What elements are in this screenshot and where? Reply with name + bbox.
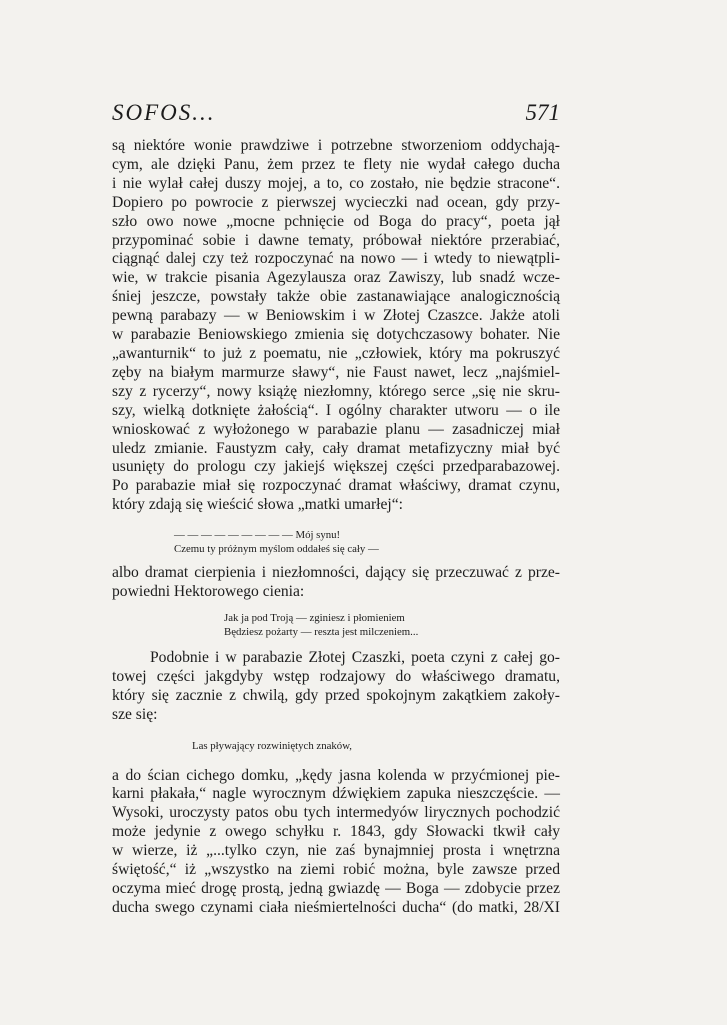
text-line: może jedynie z owego schyłku r. 1843, gdy Słowacki tkwił cały: [112, 823, 560, 841]
text-line: który zdają się wieścić słowa „matki umarłej“:: [112, 496, 403, 514]
verse-line: Jak ja pod Troją — zginiesz i płomieniem: [224, 611, 405, 624]
paragraph-1: [112, 137, 560, 515]
verse-quote-1: [112, 528, 560, 556]
running-title: SOFOS...: [112, 100, 216, 125]
text-line: uledz zmianie. Faustyzm cały, cały dramat metafizyczny miał być: [112, 439, 560, 457]
page-header: [112, 100, 560, 130]
text-line: oczyma mieć drogę prostą, jedną gwiazdę — Boga — zdobycie przez: [112, 880, 560, 897]
text-line: karni płakała,“ nagle wyrocznym dźwiękiem zapuka nieszczęście. —: [112, 785, 560, 803]
text-line: pewną parabazy — w Beniowskim i w Złotej Czaszce. Jakże atoli: [112, 307, 560, 325]
text-line: i nie wylał całej duszy mojej, a to, co zostało, nie będzie stracone“.: [112, 174, 560, 192]
text-line: Dopiero po powrocie z pierwszej wycieczki nad ocean, gdy przy-: [112, 193, 560, 211]
text-line: ducha swego czynami ciała nieśmiertelności ducha“ (do matki, 28/XI: [112, 898, 560, 916]
verse-line: — — — — — — — — — Mój synu!: [174, 529, 341, 542]
text-line: albo dramat cierpienia i niezłomności, dający się przeczuwać z prze-: [112, 564, 560, 582]
page-number: 571: [525, 100, 560, 125]
text-line: towej części jakgdyby wstęp rodzajowy do właściwego dramatu,: [112, 667, 560, 685]
verse-line: Las pływający rozwiniętych znaków,: [192, 739, 352, 752]
verse-line: Będziesz pożarty — reszta jest milczeniem...: [224, 625, 419, 638]
text-line: który się zacznie z chwilą, gdy przed spokojnym zakątkiem zakoły-: [112, 686, 560, 704]
text-line: w parabazie Beniowskiego zmienia się dotychczasowy bohater. Nie: [112, 326, 560, 344]
text-line: sze się:: [112, 705, 158, 723]
paragraph-4: [112, 767, 560, 918]
paragraph-3: [112, 649, 560, 725]
text-line: powiedni Hektorowego cienia:: [112, 583, 305, 601]
text-line: Wysoki, uroczysty patos obu tych intermedyów lirycznych pochodzić: [112, 804, 560, 822]
text-line: w wierze, iż „...tylko czyn, nie zaś bynajmniej prosta i wnętrzna: [112, 842, 560, 860]
text-line: szy, wielką dotknięte żałością“. I ogólny charakter utworu — o ile: [112, 401, 560, 419]
text-line: a do ścian cichego domku, „kędy jasna kolenda w przyćmionej pie-: [112, 766, 560, 784]
verse-line: Czemu ty próżnym myślom oddałeś się cały —: [174, 543, 379, 556]
text-line: wnioskować z wyłożonego w parabazie planu — zasadniczej miał: [112, 420, 560, 438]
text-line: świętość,“ iż „wszystko na ziemi robić można, byle zawsze przed: [112, 861, 560, 879]
text-line: zęby na białym marmurze sławy“, nie Faust nawet, lecz „najśmiel-: [112, 363, 560, 381]
text-line: przypominać sobie i dawne tematy, próbował niektóre przerabiać,: [112, 231, 560, 249]
text-line: śniej jeszcze, powstały także obie zastanawiające analogicznością: [112, 288, 560, 306]
text-line: szy z rycerzy“, nowy książę niezłomny, którego serce „się nie skru-: [112, 382, 560, 400]
paragraph-2: [112, 564, 560, 602]
text-line: szło owo nowe „mocne pchnięcie od Boga do pracy“, poeta jął: [112, 212, 560, 230]
verse-quote-3: [112, 739, 560, 753]
verse-quote-2: [112, 611, 560, 639]
text-line: są niektóre wonie prawdziwe i potrzebne stworzeniom oddychają-: [112, 137, 560, 154]
text-line: usunięty do prologu czy jakiejś większej części przedparabazowej.: [112, 458, 560, 476]
text-line: „awanturnik“ to już z poematu, nie „człowiek, który ma pokruszyć: [112, 344, 560, 362]
text-line: cym, ale dzięki Panu, żem przez te flety nie wydał całego ducha: [112, 155, 560, 173]
text-line: Po parabazie miał się rozpoczynać dramat właściwy, dramat czynu,: [112, 477, 560, 495]
text-line: Podobnie i w parabazie Złotej Czaszki, poeta czyni z całej go-: [150, 648, 560, 666]
text-line: ciągnąć dalej czy też rozpoczynać na nowo — i wtedy to niewątpli-: [112, 250, 560, 268]
text-line: wie, w trakcie pisania Agezylausza oraz Zawiszy, lub snadź wcze-: [112, 269, 560, 287]
page-body: [112, 137, 560, 918]
